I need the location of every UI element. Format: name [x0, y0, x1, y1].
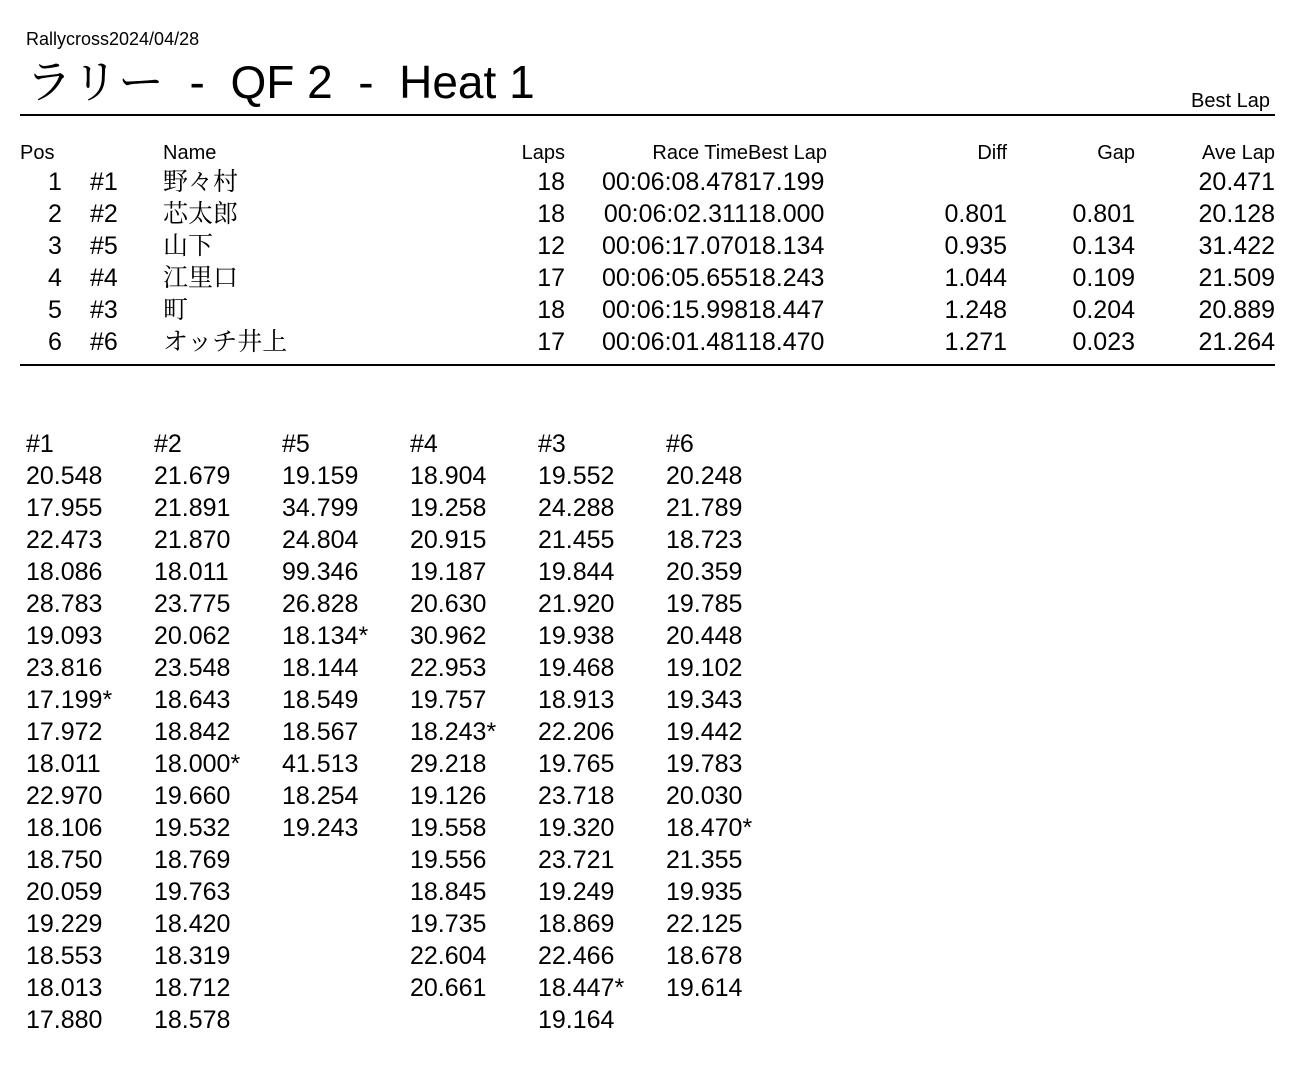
cell-ave-lap: 21.509	[1198, 264, 1275, 292]
lap-time: 23.721	[538, 846, 615, 874]
page-title: ラリー - QF 2 - Heat 1	[26, 56, 535, 108]
cell-laps: 18	[537, 168, 565, 196]
lap-time: 19.343	[666, 686, 743, 714]
lap-time: 18.845	[410, 878, 487, 906]
cell-race-time: 00:06:05.655	[602, 264, 748, 292]
lap-time: 17.955	[26, 494, 103, 522]
cell-laps: 17	[537, 328, 565, 356]
cell-diff: 0.801	[944, 200, 1007, 228]
lap-time: 20.062	[154, 622, 231, 650]
lap-time: 19.556	[410, 846, 487, 874]
lap-time: 18.750	[26, 846, 103, 874]
cell-ave-lap: 31.422	[1198, 232, 1275, 260]
lap-time: 19.935	[666, 878, 743, 906]
lap-time: 20.248	[666, 462, 743, 490]
lap-time: 22.206	[538, 718, 615, 746]
lap-time: 19.159	[282, 462, 359, 490]
col-header-best-lap: Best Lap	[748, 142, 827, 164]
lap-time: 18.011	[26, 750, 101, 778]
lap-time: 19.442	[666, 718, 743, 746]
lap-time: 19.320	[538, 814, 615, 842]
lap-time: 17.880	[26, 1006, 103, 1034]
cell-diff: 1.044	[944, 264, 1007, 292]
lap-time: 19.660	[154, 782, 231, 810]
cell-gap: 0.109	[1072, 264, 1135, 292]
cell-race-time: 00:06:08.478	[602, 168, 748, 196]
lap-time: 18.447*	[538, 974, 625, 1002]
cell-laps: 18	[537, 200, 565, 228]
lap-time: 17.199*	[26, 686, 113, 714]
lap-time: 23.816	[26, 654, 103, 682]
cell-best-lap: 18.447	[748, 296, 825, 324]
cell-gap: 0.801	[1072, 200, 1135, 228]
lap-time: 18.144	[282, 654, 359, 682]
lap-time: 34.799	[282, 494, 359, 522]
cell-car-number: #6	[90, 328, 118, 356]
lap-time: 19.735	[410, 910, 487, 938]
cell-pos: 4	[48, 264, 62, 292]
lap-time: 20.630	[410, 590, 487, 618]
lap-time: 18.470*	[666, 814, 753, 842]
lap-time: 18.643	[154, 686, 231, 714]
lap-time: 18.086	[26, 558, 103, 586]
lap-time: 18.769	[154, 846, 231, 874]
lap-time: 22.604	[410, 942, 487, 970]
report-type-label: Best Lap	[1191, 90, 1270, 112]
cell-laps: 18	[537, 296, 565, 324]
cell-best-lap: 18.470	[748, 328, 825, 356]
cell-ave-lap: 20.889	[1198, 296, 1275, 324]
cell-name: 江里口	[163, 263, 239, 292]
lap-time: 18.011	[154, 558, 229, 586]
col-header-gap: Gap	[1097, 142, 1135, 164]
cell-pos: 2	[48, 200, 62, 228]
lap-time: 41.513	[282, 750, 359, 778]
lap-column	[666, 428, 794, 1036]
table-row	[20, 262, 1275, 294]
lap-time: 22.953	[410, 654, 487, 682]
lap-time: 19.093	[26, 622, 103, 650]
lap-time: 18.869	[538, 910, 615, 938]
lap-time: 18.134*	[282, 622, 369, 650]
lap-time: 20.448	[666, 622, 743, 650]
results-header-row	[20, 140, 1275, 166]
cell-name: オッチ井上	[163, 327, 288, 356]
lap-time: 24.804	[282, 526, 359, 554]
cell-diff: 1.271	[944, 328, 1007, 356]
lap-time: 19.552	[538, 462, 615, 490]
lap-time: 19.249	[538, 878, 615, 906]
lap-column	[154, 428, 282, 1036]
lap-column	[538, 428, 666, 1036]
lap-time: 23.775	[154, 590, 231, 618]
lap-column-header: #3	[538, 430, 566, 458]
lap-time: 19.187	[410, 558, 487, 586]
lap-time: 18.243*	[410, 718, 497, 746]
cell-diff: 1.248	[944, 296, 1007, 324]
cell-name: 芯太郎	[163, 199, 239, 228]
lap-time: 23.718	[538, 782, 615, 810]
lap-time: 21.870	[154, 526, 231, 554]
col-header-laps: Laps	[521, 142, 565, 164]
cell-car-number: #3	[90, 296, 118, 324]
lap-time: 18.000*	[154, 750, 241, 778]
lap-time: 18.712	[154, 974, 231, 1002]
results-divider	[20, 364, 1275, 366]
lap-time: 28.783	[26, 590, 103, 618]
lap-time: 22.970	[26, 782, 103, 810]
cell-gap: 0.023	[1072, 328, 1135, 356]
col-header-ave-lap: Ave Lap	[1201, 142, 1275, 164]
lap-time: 24.288	[538, 494, 615, 522]
lap-time: 18.319	[154, 942, 231, 970]
lap-time: 18.254	[282, 782, 359, 810]
cell-ave-lap: 20.128	[1198, 200, 1275, 228]
col-header-name: Name	[163, 142, 217, 164]
lap-time: 18.106	[26, 814, 103, 842]
cell-car-number: #5	[90, 232, 118, 260]
lap-time: 18.904	[410, 462, 487, 490]
lap-time: 18.420	[154, 910, 231, 938]
col-header-diff: Diff	[977, 142, 1007, 164]
lap-time: 19.468	[538, 654, 615, 682]
lap-time: 20.059	[26, 878, 103, 906]
lap-time: 20.661	[410, 974, 487, 1002]
lap-time: 19.164	[538, 1006, 615, 1034]
lap-time: 19.783	[666, 750, 743, 778]
lap-time: 22.125	[666, 910, 743, 938]
table-row	[20, 198, 1275, 230]
cell-laps: 17	[537, 264, 565, 292]
lap-time: 18.578	[154, 1006, 231, 1034]
lap-column-header: #6	[666, 430, 694, 458]
cell-race-time: 00:06:17.070	[602, 232, 748, 260]
cell-name: 野々村	[163, 167, 239, 196]
lap-time: 20.915	[410, 526, 487, 554]
lap-time: 18.913	[538, 686, 615, 714]
lap-time: 20.030	[666, 782, 743, 810]
cell-diff: 0.935	[944, 232, 1007, 260]
lap-time: 19.558	[410, 814, 487, 842]
lap-column	[410, 428, 538, 1036]
cell-race-time: 00:06:02.311	[603, 200, 748, 228]
cell-race-time: 00:06:15.998	[602, 296, 748, 324]
cell-laps: 12	[537, 232, 565, 260]
lap-time: 29.218	[410, 750, 487, 778]
lap-time: 20.548	[26, 462, 103, 490]
cell-ave-lap: 21.264	[1198, 328, 1275, 356]
lap-time: 19.614	[666, 974, 743, 1002]
lap-time: 19.258	[410, 494, 487, 522]
lap-time: 30.962	[410, 622, 487, 650]
lap-time: 99.346	[282, 558, 359, 586]
lap-time: 21.455	[538, 526, 615, 554]
lap-time: 19.844	[538, 558, 615, 586]
cell-ave-lap: 20.471	[1198, 168, 1275, 196]
lap-time: 23.548	[154, 654, 231, 682]
cell-name: 山下	[163, 231, 214, 260]
lap-time: 19.243	[282, 814, 359, 842]
lap-time: 19.532	[154, 814, 231, 842]
results-table	[20, 140, 1275, 358]
lap-time: 19.763	[154, 878, 231, 906]
lap-time: 22.473	[26, 526, 103, 554]
lap-time: 18.013	[26, 974, 103, 1002]
lap-time: 19.102	[666, 654, 743, 682]
lap-time: 19.229	[26, 910, 103, 938]
cell-best-lap: 18.243	[748, 264, 825, 292]
lap-time: 18.553	[26, 942, 103, 970]
lap-time: 19.785	[666, 590, 743, 618]
col-header-pos: Pos	[20, 142, 55, 164]
cell-race-time: 00:06:01.481	[602, 328, 748, 356]
table-row	[20, 230, 1275, 262]
lap-time: 21.789	[666, 494, 743, 522]
lap-time: 26.828	[282, 590, 359, 618]
header-divider	[20, 114, 1275, 116]
lap-column-header: #5	[282, 430, 310, 458]
cell-best-lap: 18.134	[748, 232, 825, 260]
lap-time: 18.842	[154, 718, 231, 746]
cell-diff	[880, 166, 1007, 198]
lap-time: 19.757	[410, 686, 487, 714]
table-row	[20, 166, 1275, 198]
cell-car-number: #4	[90, 264, 118, 292]
lap-time: 21.891	[154, 494, 231, 522]
lap-time: 21.679	[154, 462, 231, 490]
lap-column	[282, 428, 410, 1036]
lap-time: 21.920	[538, 590, 615, 618]
lap-column-header: #2	[154, 430, 182, 458]
lap-time: 18.678	[666, 942, 743, 970]
col-header-race-time: Race Time	[652, 142, 748, 164]
event-subtitle: Rallycross2024/04/28	[26, 29, 200, 49]
lap-time: 18.549	[282, 686, 359, 714]
lap-time: 19.938	[538, 622, 615, 650]
table-row	[20, 326, 1275, 358]
lap-time: 21.355	[666, 846, 743, 874]
lap-column-header: #4	[410, 430, 438, 458]
lap-time: 22.466	[538, 942, 615, 970]
cell-gap: 0.134	[1072, 232, 1135, 260]
table-row	[20, 294, 1275, 326]
lap-time: 18.723	[666, 526, 743, 554]
lap-time: 19.126	[410, 782, 487, 810]
cell-pos: 6	[48, 328, 62, 356]
cell-pos: 3	[48, 232, 62, 260]
cell-gap: 0.204	[1072, 296, 1135, 324]
cell-car-number: #2	[90, 200, 118, 228]
lap-time: 19.765	[538, 750, 615, 778]
cell-best-lap: 17.199	[748, 168, 825, 196]
lap-column	[26, 428, 154, 1036]
cell-pos: 5	[48, 296, 62, 324]
col-header-number	[90, 140, 163, 166]
lap-times-grid	[26, 428, 794, 1036]
cell-pos: 1	[48, 168, 62, 196]
lap-column-header: #1	[26, 430, 54, 458]
cell-gap	[1007, 166, 1135, 198]
lap-time: 20.359	[666, 558, 743, 586]
lap-time: 17.972	[26, 718, 103, 746]
cell-car-number: #1	[90, 168, 118, 196]
lap-time: 18.567	[282, 718, 359, 746]
cell-best-lap: 18.000	[748, 200, 825, 228]
cell-name: 町	[163, 295, 189, 324]
